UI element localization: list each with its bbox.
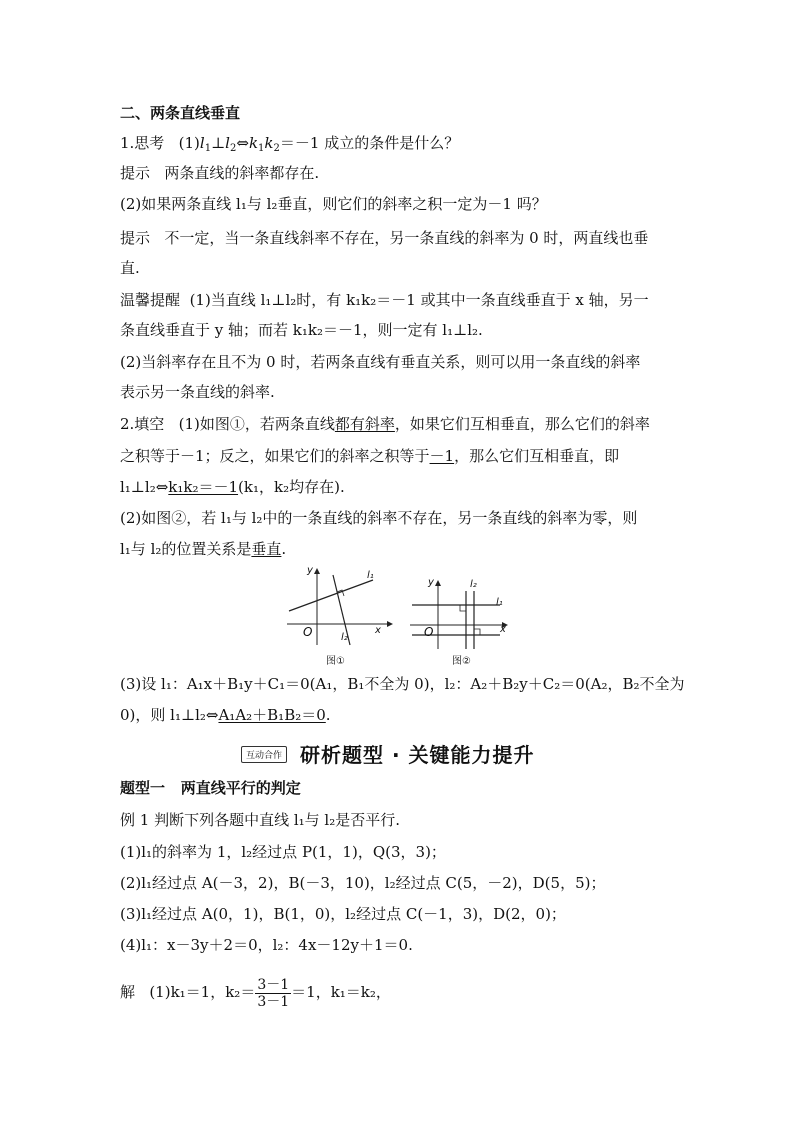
solution-1: 解 (1)k₁＝1，k₂＝ $\frac{3-1}{3-1}$ ＝1，k₁＝k₂， (120, 976, 391, 1010)
hint-1: 提示 两条直线的斜率都存在. (120, 164, 320, 182)
fig2-origin-label: O (424, 625, 434, 639)
hint-2-line-1: 提示 不一定，当一条直线斜率不存在，另一条直线的斜率为 0 时，两直线也垂 (120, 229, 649, 247)
fig2-y-label: y (428, 577, 434, 588)
fig1-l2-label: l₂ (341, 632, 348, 643)
fill-1-line-3: l₁⊥l₂⇔k₁k₂＝－1(k₁，k₂均存在). (120, 478, 345, 496)
think-question-1: 1.思考 $(1)l_1\perp l_2\Leftrightarrow k_1k_2=-1$ 成立的条件是什么？ (120, 134, 460, 154)
fig1-y-label: y (307, 565, 313, 576)
figure-2-caption: 图② (452, 656, 471, 667)
fill-2-line-1: (2)如图②，若 l₁与 l₂中的一条直线的斜率不存在，另一条直线的斜率为零，则 (120, 509, 638, 527)
type-1-heading: 题型一 两直线平行的判定 (120, 779, 301, 797)
figure-1 (285, 565, 395, 650)
fig1-l1-label: l₁ (367, 570, 374, 581)
problem-4: (4)l₁：x－3y＋2＝0，l₂：4x－12y＋1＝0. (120, 936, 413, 954)
fig2-l1-label: l₁ (496, 597, 503, 608)
problem-3: (3)l₁经过点 A(0，1)，B(1，0)，l₂经过点 C(－1，3)，D(2，0)； (120, 905, 566, 923)
problem-1: (1)l₁的斜率为 1，l₂经过点 P(1，1)，Q(3，3)； (120, 843, 446, 861)
fill-2-line-2: l₁与 l₂的位置关系是垂直. (120, 540, 287, 558)
section-heading: 二、两条直线垂直 (120, 104, 241, 122)
reminder-2-line-1: (2)当斜率存在且不为 0 时，若两条直线有垂直关系，则可以用一条直线的斜率 (120, 353, 641, 371)
fill-3-line-1: (3)设 l₁：A₁x＋B₁y＋C₁＝0(A₁，B₁不全为 0)，l₂：A₂＋B₂y＋C₂＝0(A₂，B₂不全为 (120, 675, 685, 693)
figure-2 (408, 573, 518, 653)
fig2-x-label: x (500, 624, 506, 635)
fill-3-line-2: 0)，则 l₁⊥l₂⇔A₁A₂＋B₁B₂＝0. (120, 706, 331, 724)
banner-badge: 互动合作 (241, 746, 287, 763)
reminder-2-line-2: 表示另一条直线的斜率. (120, 383, 275, 401)
question-2: (2)如果两条直线 l₁与 l₂垂直，则它们的斜率之积一定为－1 吗？ (120, 195, 547, 213)
figure-1-caption: 图① (326, 656, 345, 667)
fill-1-line-2: 之积等于－1；反之，如果它们的斜率之积等于－1，那么它们互相垂直，即 (120, 447, 620, 465)
example-1: 例 1 判断下列各题中直线 l₁与 l₂是否平行. (120, 811, 401, 829)
problem-2: (2)l₁经过点 A(－3，2)，B(－3，10)，l₂经过点 C(5，－2)，D(5，5)； (120, 874, 606, 892)
slope-fraction: $\frac{3-1}{3-1}$ (257, 976, 290, 1010)
banner-title: 研析题型 · 关键能力提升 (300, 743, 535, 767)
reminder-1-line-2: 条直线垂直于 y 轴；而若 k₁k₂＝－1，则一定有 l₁⊥l₂. (120, 321, 483, 339)
fig1-origin-label: O (303, 625, 313, 639)
hint-2-line-2: 直. (120, 259, 140, 277)
fig2-l2-label: l₂ (470, 579, 477, 590)
fill-1-line-1: 2.填空 (1)如图①，若两条直线都有斜率，如果它们互相垂直，那么它们的斜率 (120, 415, 650, 433)
section-banner (120, 738, 676, 768)
fig1-x-label: x (375, 625, 381, 636)
reminder-1-line-1: 温馨提醒 (1)当直线 l₁⊥l₂时，有 k₁k₂＝－1 或其中一条直线垂直于 x 轴，另一 (120, 291, 649, 309)
